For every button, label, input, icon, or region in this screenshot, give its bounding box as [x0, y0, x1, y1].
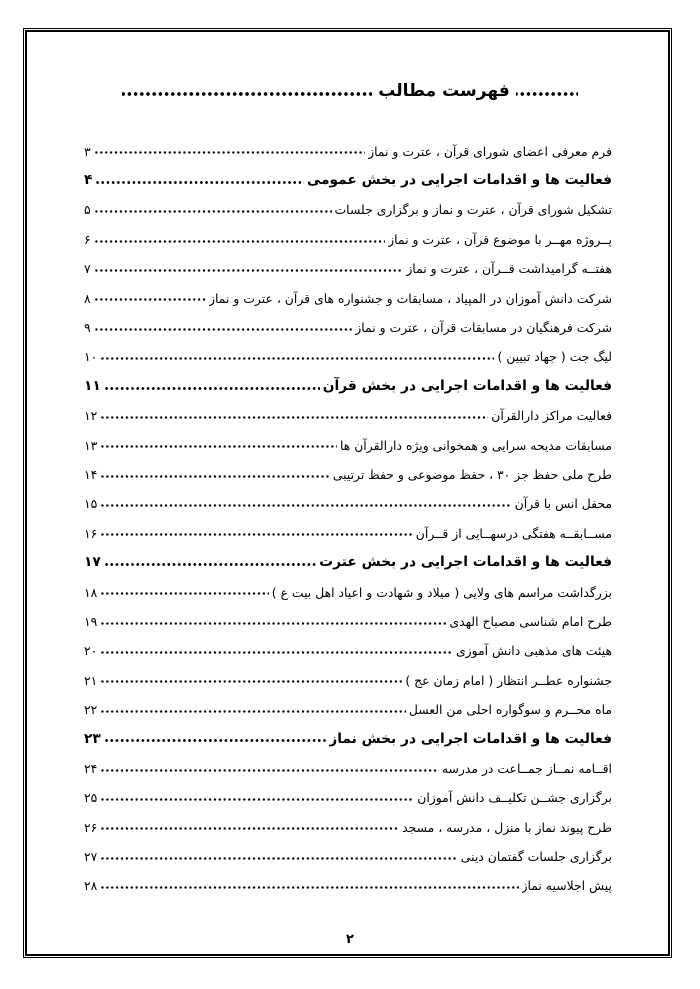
toc-entry-title: برگزاری جلسات گفتمان دینی — [460, 849, 612, 865]
toc-entry-page-number: ۲۷ — [84, 849, 98, 865]
toc-entry-page-number: ۴ — [84, 172, 93, 189]
dot-leader — [104, 384, 320, 393]
toc-entry-row — [84, 454, 612, 483]
dot-leader — [100, 619, 446, 628]
title-dot-leader-left — [122, 89, 372, 99]
toc-entry-page-number: ۲۸ — [84, 878, 98, 894]
toc-entry-page-number: ۶ — [84, 231, 91, 247]
toc-entry-row — [84, 219, 612, 248]
toc-entry-page-number: ۱۱ — [84, 377, 101, 394]
toc-entry-page-number: ۱۳ — [84, 437, 98, 453]
toc-entry-title: محفل انس با قرآن — [514, 496, 612, 512]
toc-entry-row — [84, 719, 612, 748]
toc-entry-row — [84, 337, 612, 366]
toc-entry-row — [84, 601, 612, 630]
dot-leader — [100, 413, 488, 422]
toc-entry-row — [84, 366, 612, 395]
toc-entry-row — [84, 160, 612, 189]
toc-entry-page-number: ۱۴ — [84, 466, 98, 482]
toc-entry-title: شرکت دانش آموزان در المپیاد ، مسابقات و جشنواره های قرآن ، عترت و نماز — [209, 290, 612, 306]
toc-entry-title: برگزاری جشــن تکلیــف دانش آموزان — [417, 790, 612, 806]
dot-leader — [100, 707, 406, 716]
toc-entry-row — [84, 689, 612, 718]
toc-entry-title: طرح امام شناسی مصباح الهدی — [449, 613, 612, 629]
page-footer — [0, 928, 700, 947]
dot-leader — [100, 472, 329, 481]
toc-entry-row — [84, 278, 612, 307]
toc-entry-row — [84, 542, 612, 571]
toc-entry-row — [84, 307, 612, 336]
toc-entry-page-number: ۱۰ — [84, 349, 98, 365]
toc-entry-row — [84, 249, 612, 278]
dot-leader — [100, 766, 439, 775]
toc-entry-row — [84, 660, 612, 689]
toc-entry-row — [84, 190, 612, 219]
toc-entry-page-number: ۱۶ — [84, 525, 98, 541]
dot-leader — [94, 207, 332, 216]
toc-entry-title: فعالیت ها و اقدامات اجرایی در بخش نماز — [329, 730, 612, 747]
toc-entry-page-number: ۲۶ — [84, 819, 98, 835]
dot-leader — [94, 237, 386, 246]
toc-entry-title: پیش اجلاسیه نماز — [521, 878, 612, 894]
toc-entry-page-number: ۲۱ — [84, 672, 98, 688]
dot-leader — [94, 148, 365, 157]
toc-entry-row — [84, 866, 612, 895]
dot-leader — [100, 883, 518, 892]
toc-entry-page-number: ۱۸ — [84, 584, 98, 600]
toc-entry-page-number: ۳ — [84, 143, 91, 159]
toc-entry-page-number: ۲۰ — [84, 643, 98, 659]
dot-leader — [94, 325, 353, 334]
toc-entry-title: تشکیل شورای قرآن ، عترت و نماز و برگزاری جلسات — [334, 202, 612, 218]
toc-entry-page-number: ۸ — [84, 290, 91, 306]
toc-title: فهرست مطالب — [378, 81, 510, 101]
toc-entry-title: جشنواره عطــر انتظار ( امام زمان عج ) — [405, 672, 612, 688]
toc-entry-page-number: ۱۲ — [84, 408, 98, 424]
toc-entry-page-number: ۹ — [84, 320, 91, 335]
toc-entry-title: شرکت فرهنگیان در مسابقات قرآن ، عترت و نماز — [355, 320, 612, 335]
toc-entry-row — [84, 396, 612, 425]
dot-leader — [100, 795, 414, 804]
toc-entry-row — [84, 131, 612, 160]
toc-entry-page-number: ۱۵ — [84, 496, 98, 512]
toc-entry-title: ماه محــرم و سوگواره احلی من العسل — [408, 702, 612, 718]
toc-entry-title: بزرگداشت مراسم های ولایی ( میلاد و شهادت و اعیاد اهل بیت ع ) — [271, 584, 612, 600]
toc-entry-title: فعالیت ها و اقدامات اجرایی در بخش عترت — [319, 554, 612, 571]
toc-entry-title: هیئت های مذهبی دانش آموزی — [455, 643, 612, 659]
dot-leader — [100, 648, 453, 657]
toc-title-row — [0, 76, 700, 106]
toc-entry-title: لیگ جت ( جهاد تبیین ) — [497, 349, 612, 365]
toc-entry-page-number: ۲۵ — [84, 790, 98, 806]
toc-entry-title: مسابقات مدیحه سرایی و همخوانی ویژه دارالقرآن ها — [339, 437, 612, 453]
dot-leader — [100, 824, 399, 833]
toc-entry-row — [84, 631, 612, 660]
toc-entry-title: فرم معرفی اعضای شورای قرآن ، عترت و نماز — [368, 143, 612, 159]
toc-entry-title: طرح ملی حفظ جز ۳۰ ، حفظ موضوعی و حفظ ترتیبی — [332, 466, 612, 482]
toc-entry-title: فعالیت ها و اقدامات اجرایی در بخش عمومی — [306, 172, 612, 189]
toc-entry-page-number: ۵ — [84, 202, 91, 218]
toc-entry-title: مســابقــه هفتگی درسهــایی از قــرآن — [415, 525, 612, 541]
toc-entry-page-number: ۱۷ — [84, 554, 101, 571]
toc-entry-title: هفتــه گرامیداشت قــرآن ، عترت و نماز — [406, 261, 612, 277]
dot-leader — [100, 501, 511, 510]
toc-entry-title: فعالیت ها و اقدامات اجرایی در بخش قرآن — [322, 377, 612, 394]
title-dot-leader-right — [516, 89, 578, 99]
dot-leader — [100, 589, 268, 598]
toc-entry-page-number: ۲۴ — [84, 760, 98, 776]
footer-page-number: ۲ — [346, 932, 354, 947]
toc-entry-row — [84, 807, 612, 836]
dot-leader — [100, 442, 337, 451]
toc-entry-row — [84, 484, 612, 513]
toc-entry-page-number: ۷ — [84, 261, 91, 277]
dot-leader — [94, 266, 404, 275]
dot-leader — [100, 677, 402, 686]
toc-entry-row — [84, 513, 612, 542]
toc-entry-row — [84, 572, 612, 601]
dot-leader — [94, 295, 206, 304]
dot-leader — [95, 178, 304, 187]
toc-entry-title: طرح پیوند نماز با منزل ، مدرسه ، مسجد — [402, 819, 612, 835]
toc-entry-page-number: ۱۹ — [84, 613, 98, 629]
dot-leader — [100, 854, 457, 863]
toc-entry-page-number: ۲۲ — [84, 702, 98, 718]
toc-entry-row — [84, 778, 612, 807]
dot-leader — [100, 354, 494, 363]
toc-entry-row — [84, 836, 612, 865]
toc-entry-row — [84, 748, 612, 777]
toc-entry-title: فعالیت مراکز دارالقرآن — [491, 408, 612, 424]
dot-leader — [100, 530, 412, 539]
dot-leader — [104, 736, 326, 745]
toc-list — [84, 131, 612, 895]
toc-entry-title: پــروژه مهــر با موضوع قرآن ، عترت و نماز — [388, 231, 612, 247]
toc-entry-title: اقــامه نمــاز جمــاعت در مدرسه — [441, 760, 612, 776]
dot-leader — [104, 560, 316, 569]
toc-entry-row — [84, 425, 612, 454]
toc-entry-page-number: ۲۳ — [84, 730, 101, 747]
